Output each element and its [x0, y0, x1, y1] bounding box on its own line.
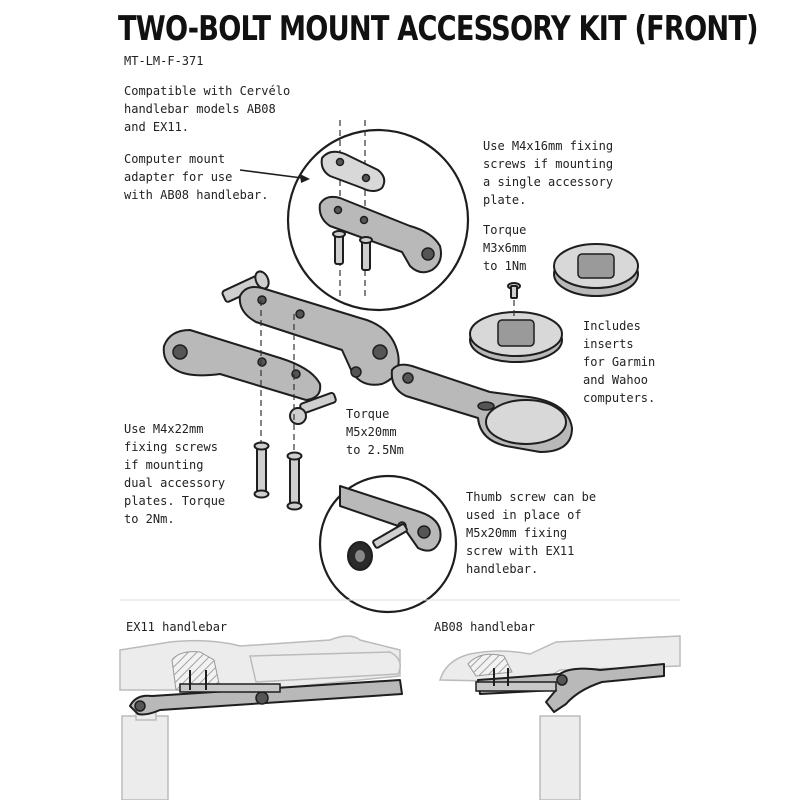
note-m4x22-screws: Use M4x22mm fixing screws if mounting dual accessory plates. Torque to 2Nm. [124, 422, 226, 526]
garmin-insert [470, 312, 562, 362]
note-inserts: Includes inserts for Garmin and Wahoo computers. [583, 319, 656, 405]
m4x22-screw [255, 443, 269, 498]
page-title: TWO-BOLT MOUNT ACCESSORY KIT (FRONT) [118, 9, 758, 49]
note-computer-mount-adapter: Computer mount adapter for use with AB08 handlebar. [124, 152, 269, 202]
m4x22-screw [288, 453, 302, 510]
ab08-handlebar-view [440, 636, 680, 800]
wahoo-insert [554, 244, 638, 296]
m3x6-screw [508, 283, 520, 298]
detail-circle-adapter [288, 120, 468, 310]
note-torque-m3: Torque M3x6mm to 1Nm [483, 223, 527, 273]
ex11-handlebar-view [120, 636, 402, 800]
note-thumb-screw: Thumb screw can be used in place of M5x20mm fixing screw with EX11 handlebar. [466, 490, 597, 576]
computer-mount-arm [392, 365, 572, 452]
m4x16-screw [360, 237, 372, 270]
product-code: MT-LM-F-371 [124, 54, 204, 68]
label-ab08-handlebar: AB08 handlebar [434, 620, 536, 634]
note-compatibility: Compatible with Cervélo handlebar models AB08 and EX11. [124, 84, 291, 134]
label-ex11-handlebar: EX11 handlebar [126, 620, 228, 634]
note-torque-m5: Torque M5x20mm to 2.5Nm [346, 407, 404, 457]
note-m4x16-screws: Use M4x16mm fixing screws if mounting a single accessory plate. [483, 139, 614, 207]
detail-circle-thumb-screw [320, 476, 456, 612]
m4x16-screw [333, 231, 345, 264]
accessory-plate-lower [164, 330, 320, 400]
